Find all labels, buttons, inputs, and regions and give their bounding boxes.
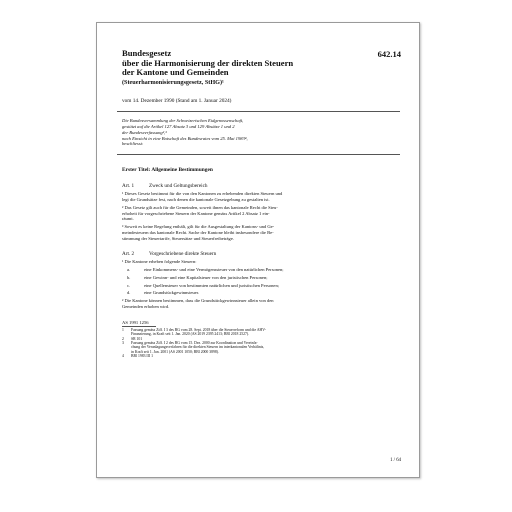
article-title: Vorgeschriebene direkte Steuern [149, 251, 217, 258]
page-content [117, 49, 400, 358]
document-page [96, 22, 420, 478]
footnote-number: 2 [122, 336, 124, 341]
preamble-line: der Bundesverfassung²,³ [122, 129, 167, 135]
article-heading [122, 183, 400, 189]
footnote-line: SR 101 [131, 336, 143, 341]
footnote [122, 341, 400, 354]
footnote-line: chung der Veranlagungsverfahren für die direkten Steuern im interkantonalen Verhältnis, [131, 345, 265, 350]
list-item-letter: a. [127, 267, 131, 273]
preamble-line: Die Bundesversammlung der Schweizerischen Eidgenossenschaft, [122, 117, 244, 123]
list-item [127, 283, 400, 289]
list-item-letter: b. [127, 274, 131, 280]
article-number: Art. 2 [122, 251, 135, 258]
document-date: vom 14. Dezember 1990 (Stand am 1. Januar 2024) [122, 97, 232, 104]
list-item-letter: d. [127, 290, 131, 296]
footnote-text [131, 328, 266, 337]
paragraph-line: meindesteuern das kantonale Recht. Sache der Kantone bleibt insbesondere die Be- [122, 229, 274, 235]
footnote-line: in Kraft seit 1. Jan. 2001 (AS 2001 1050; BBl 2000 3898). [131, 349, 219, 354]
article-title: Zweck und Geltungsbereich [149, 183, 208, 190]
article-heading [122, 251, 400, 257]
footnote-line: Finanzierung, in Kraft seit 1. Jan. 2020 (AS 2019 2395 2413; BBl 2018 2527). [131, 332, 250, 337]
preamble-line: gestützt auf die Artikel 127 Absatz 3 und 129 Absätze 1 und 2 [122, 123, 235, 129]
article-number: Art. 1 [122, 183, 135, 190]
title-line: der Kantone und Gemeinden [122, 67, 229, 78]
preamble-line: nach Einsicht in eine Botschaft des Bundesrates vom 25. Mai 1983⁴, [122, 135, 248, 141]
list-item [127, 275, 400, 281]
as-reference: AS 1991 1256 [122, 319, 149, 325]
paragraph-line: Gemeinden erhoben wird. [122, 304, 170, 309]
divider [117, 154, 400, 155]
part-title: Erster Titel: Allgemeine Bestimmungen [122, 167, 213, 174]
paragraph-line: erhoheit für vorgeschriebene Steuern der Kantone gemäss Artikel 2 Absatz 1 ein- [122, 210, 270, 216]
list-item-letter: c. [127, 282, 131, 288]
footnote-text [131, 341, 264, 354]
footnote-number: 4 [122, 353, 124, 358]
footnote [122, 354, 400, 358]
page-number: 1 / 64 [390, 458, 401, 463]
paragraph-line: ² Das Gesetz gilt auch für die Gemeinden, soweit ihnen das kantonale Recht die Steu- [122, 204, 278, 210]
list-item-text: eine Quellensteuer von bestimmten natürlichen und juristischen Personen; [144, 282, 279, 288]
list-item-text: eine Grundstückgewinnsteuer. [144, 290, 200, 296]
footnote-number: 3 [122, 341, 124, 346]
paragraph: ¹ Die Kantone erheben folgende Steuern: [122, 259, 197, 265]
divider [117, 111, 400, 112]
paragraph-line: ¹ Dieses Gesetz bestimmt für die von den Kantonen zu erhebenden direkten Steuern und [122, 191, 283, 197]
footnote-line: Fassung gemäss Ziff. I 3 des BG vom 28. Sept. 2018 über die Steuerreform und die AHV- [131, 328, 266, 333]
footnote-line: BBl 1983 III 1 [131, 353, 153, 358]
paragraph [122, 298, 400, 310]
paragraph-line: legt die Grundsätze fest, nach denen die kantonale Gesetzgebung zu gestalten ist. [122, 197, 270, 203]
list-item [127, 290, 400, 296]
document-title [122, 49, 400, 78]
preamble-line: beschliesst: [122, 141, 144, 147]
title-line: Bundesgesetz [122, 48, 172, 58]
paragraph [122, 224, 400, 241]
paragraph-line: räumt. [122, 216, 134, 222]
paragraph [122, 191, 400, 203]
paragraph-line: ² Die Kantone können bestimmen, dass die Grundstückgewinnsteuer allein von den [122, 298, 274, 304]
footnote-text [131, 354, 153, 358]
preamble [122, 118, 400, 148]
footnote-divider [122, 326, 156, 327]
document-short-title: (Steuerharmonisierungsgesetz, StHG)¹ [122, 78, 224, 86]
paragraph-line: stimmung der Steuertarife, Steuersätze und Steuerfreibeträge. [122, 235, 234, 241]
sr-number: 642.14 [377, 49, 401, 59]
list-item [127, 267, 400, 273]
paragraph-line: ³ Soweit es keine Regelung enthält, gilt für die Ausgestaltung der Kantons- und Ge- [122, 224, 275, 230]
footnote-line: Fassung gemäss Ziff. I 2 des BG vom 15. Dez. 2000 zur Koordination und Vereinfa- [131, 341, 258, 346]
enumerated-list [127, 267, 400, 296]
list-item-text: eine Einkommens- und eine Vermögenssteuer von den natürlichen Personen; [144, 267, 284, 273]
title-line: über die Harmonisierung der direkten Steuern [122, 57, 294, 68]
paragraph [122, 205, 400, 222]
footnote [122, 328, 400, 337]
footnote-number: 1 [122, 328, 124, 333]
list-item-text: eine Gewinn- und eine Kapitalsteuer von den juristischen Personen; [144, 274, 268, 280]
